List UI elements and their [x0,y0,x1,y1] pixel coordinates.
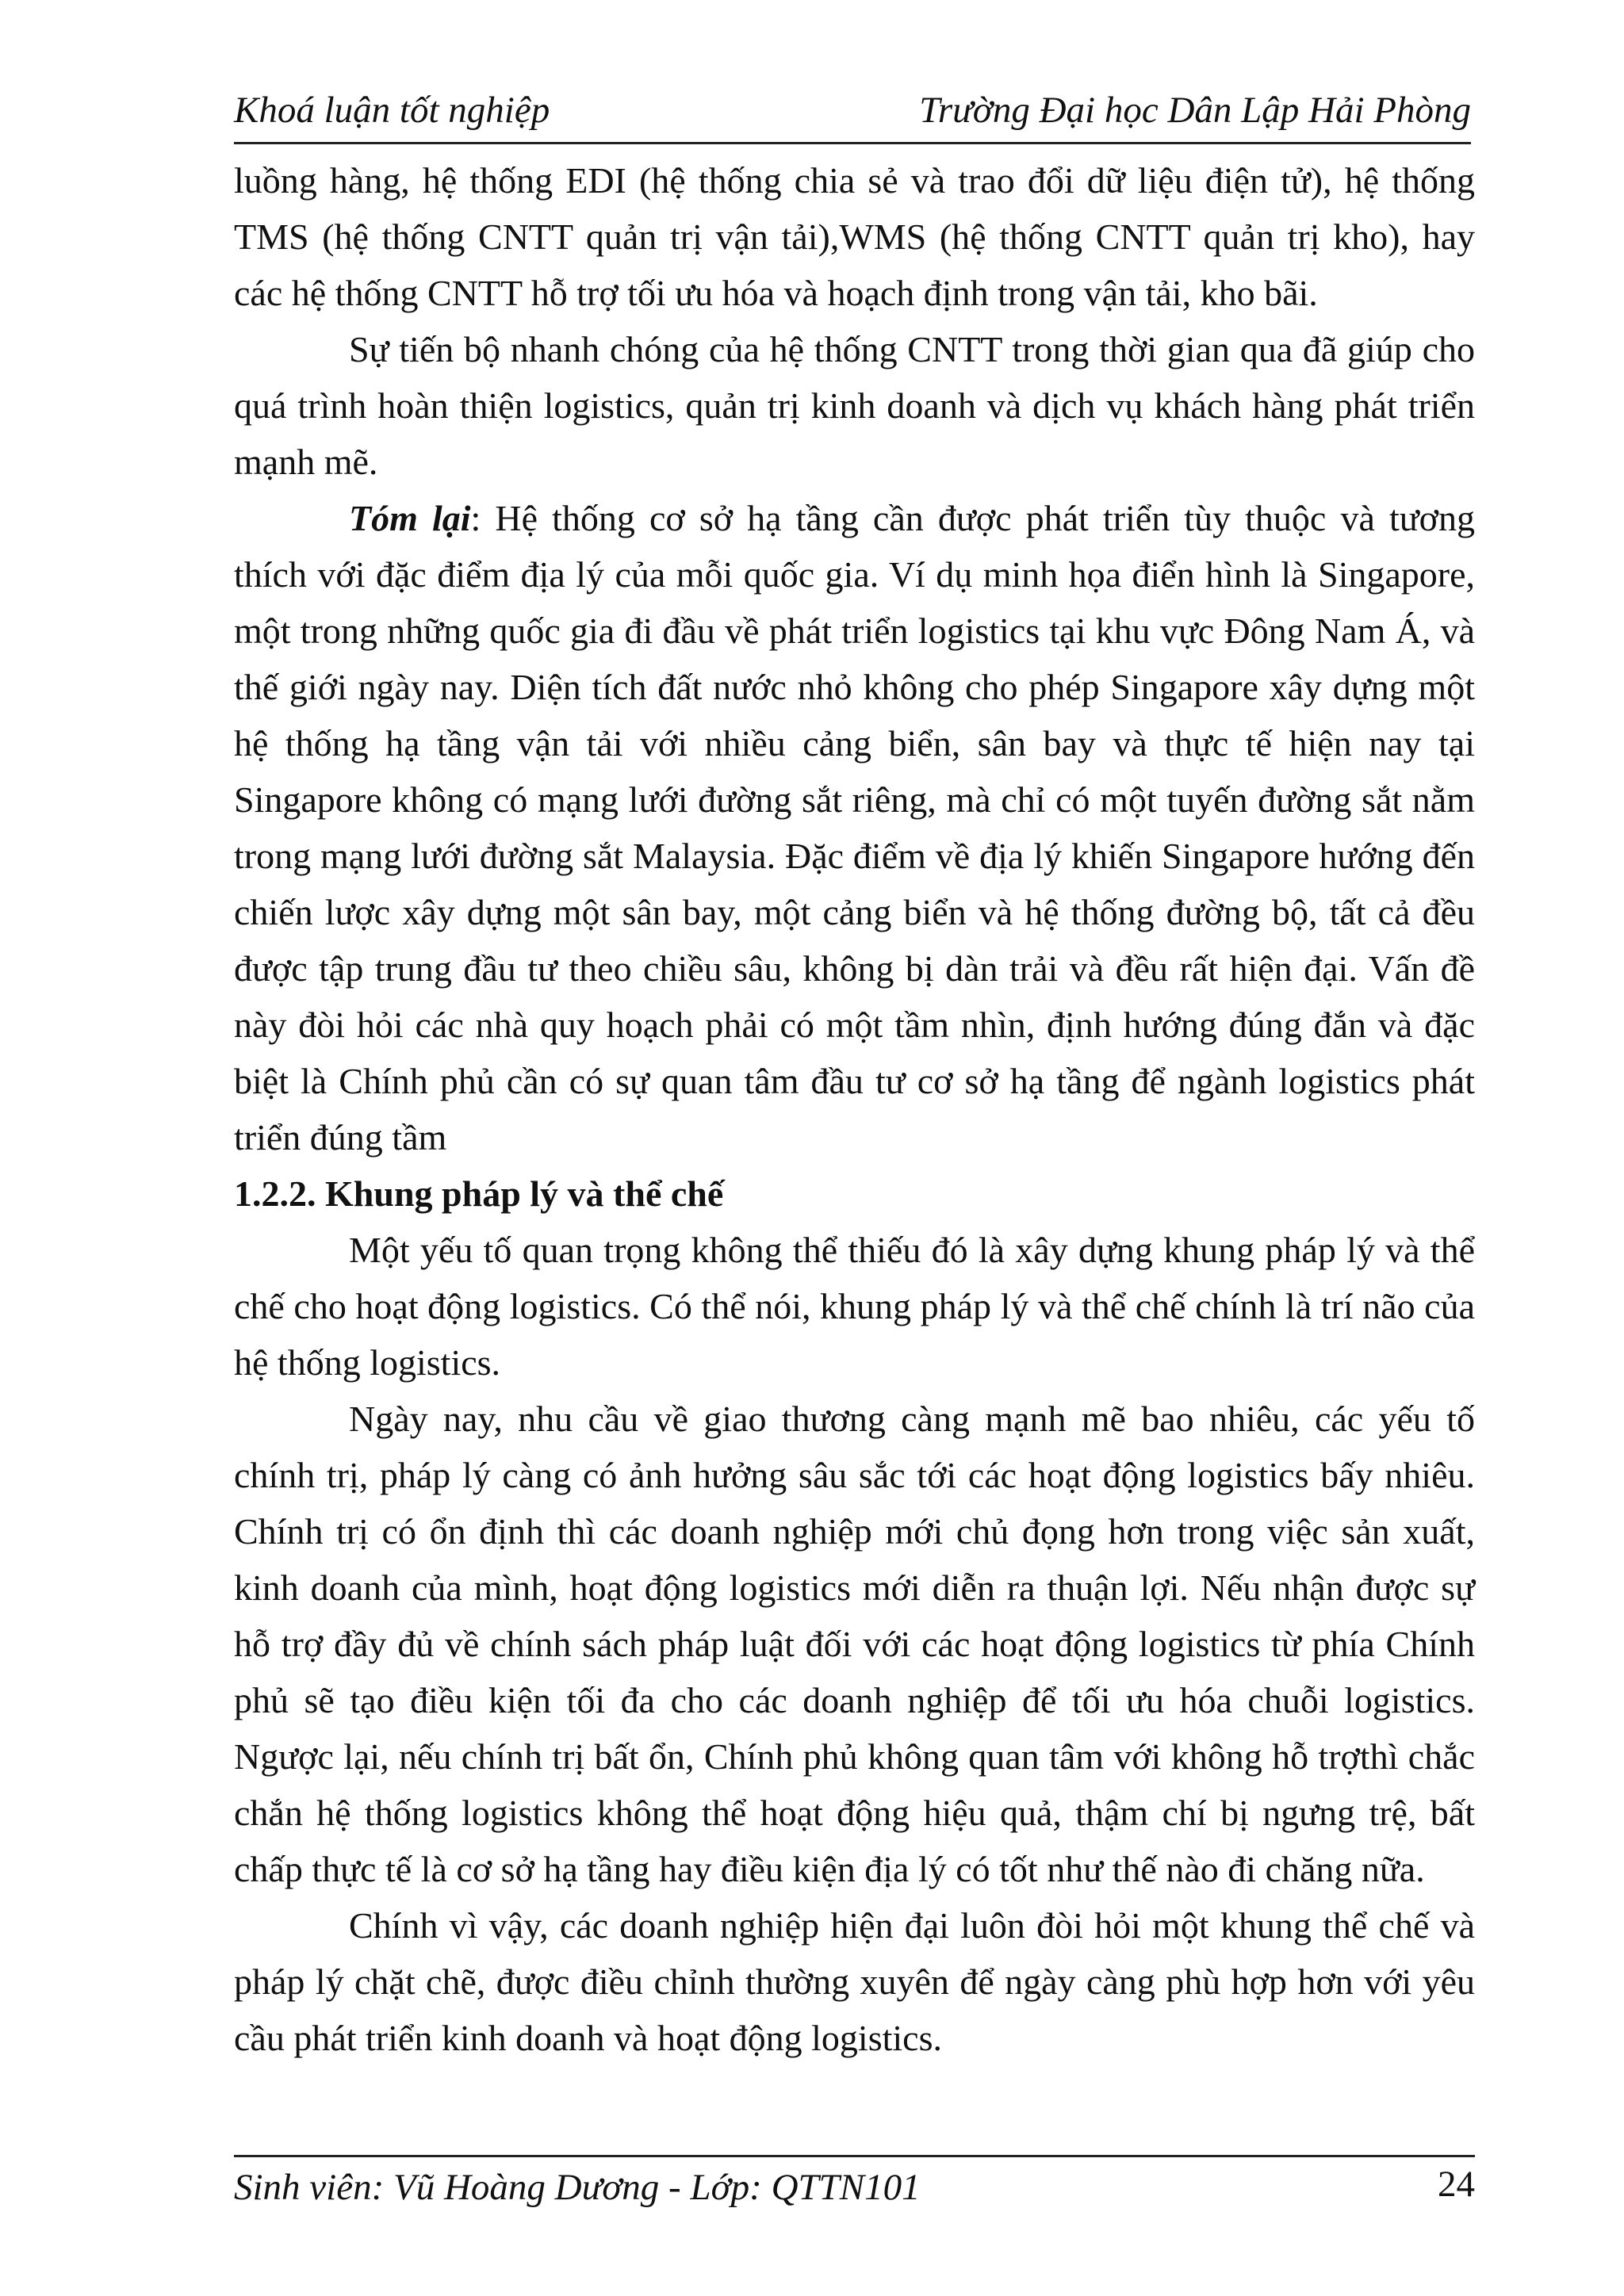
summary-text: : Hệ thống cơ sở hạ tầng cần được phát triển tùy thuộc và tương thích với đặc điểm địa lý của mỗi quốc gia. Ví dụ minh họa điển hình là Singapore, một trong những quốc gia đi đầu về phát triển logistics tại khu vực Đông Nam Á, và thế giới ngày nay. Diện tích đất nước nhỏ không cho phép Singapore xây dựng một hệ thống hạ tầng vận tải với nhiều cảng biển, sân bay và thực tế hiện nay tại Singapore không có mạng lưới đường sắt riêng, mà chỉ có một tuyến đường sắt nằm trong mạng lưới đường sắt Malaysia. Đặc điểm về địa lý khiến Singapore hướng đến chiến lược xây dựng một sân bay, một cảng biển và hệ thống đường bộ, tất cả đều được tập trung đầu tư theo chiều sâu, không bị dàn trải và đều rất hiện đại. Vấn đề này đòi hỏi các nhà quy hoạch phải có một tầm nhìn, định hướng đúng đắn và đặc biệt là Chính phủ cần có sự quan tâm đầu tư cơ sở hạ tầng để ngành logistics phát triển đúng tầm [234,498,1475,1158]
paragraph-politics: Ngày nay, nhu cầu về giao thương càng mạnh mẽ bao nhiêu, các yếu tố chính trị, pháp lý càng có ảnh hưởng sâu sắc tới các hoạt động logistics bấy nhiêu. Chính trị có ổn định thì các doanh nghiệp mới chủ đọng hơn trong việc sản xuất, kinh doanh của mình, hoạt động logistics mới diễn ra thuận lợi. Nếu nhận được sự hỗ trợ đầy đủ về chính sách pháp luật đối với các hoạt động logistics từ phía Chính phủ sẽ tạo điều kiện tối đa cho các doanh nghiệp để tối ưu hóa chuỗi logistics. Ngược lại, nếu chính trị bất ổn, Chính phủ không quan tâm với không hỗ trợthì chắc chắn hệ thống logistics không thể hoạt động hiệu quả, thậm chí bị ngưng trệ, bất chấp thực tế là cơ sở hạ tầng hay điều kiện địa lý có tốt như thế nào đi chăng nữa. [234,1399,1475,1889]
page-body [234,152,1475,2066]
paragraph-legal-framework: Một yếu tố quan trọng không thể thiếu đó là xây dựng khung pháp lý và thể chế cho hoạt động logistics. Có thể nói, khung pháp lý và thể chế chính là trí não của hệ thống logistics. [234,1230,1475,1383]
header-thesis-label: Khoá luận tốt nghiệp [234,90,550,131]
page-header [234,89,1471,144]
summary-lead: Tóm lại [349,498,471,538]
page-number: 24 [1438,2164,1475,2205]
header-university-name: Trường Đại học Dân Lập Hải Phòng [919,90,1471,131]
section-heading: 1.2.2. Khung pháp lý và thể chế [234,1173,724,1214]
paragraph-summary [234,490,1475,1165]
footer-student-info: Sinh viên: Vũ Hoàng Dương - Lớp: QTTN101 [234,2167,921,2208]
paragraph-it-systems: luồng hàng, hệ thống EDI (hệ thống chia sẻ và trao đổi dữ liệu điện tử), hệ thống TMS (hệ thống CNTT quản trị vận tải),WMS (hệ thống CNTT quản trị kho), hay các hệ thống CNTT hỗ trợ tối ưu hóa và hoạch định trong vận tải, kho bãi. [234,160,1475,313]
page-footer [234,2155,1475,2218]
paragraph-it-progress: Sự tiến bộ nhanh chóng của hệ thống CNTT trong thời gian qua đã giúp cho quá trình hoàn thiện logistics, quản trị kinh doanh và dịch vụ khách hàng phát triển mạnh mẽ. [234,329,1475,482]
paragraph-conclusion: Chính vì vậy, các doanh nghiệp hiện đại luôn đòi hỏi một khung thể chế và pháp lý chặt chẽ, được điều chỉnh thường xuyên để ngày càng phù hợp hơn với yêu cầu phát triển kinh doanh và hoạt động logistics. [234,1905,1475,2058]
